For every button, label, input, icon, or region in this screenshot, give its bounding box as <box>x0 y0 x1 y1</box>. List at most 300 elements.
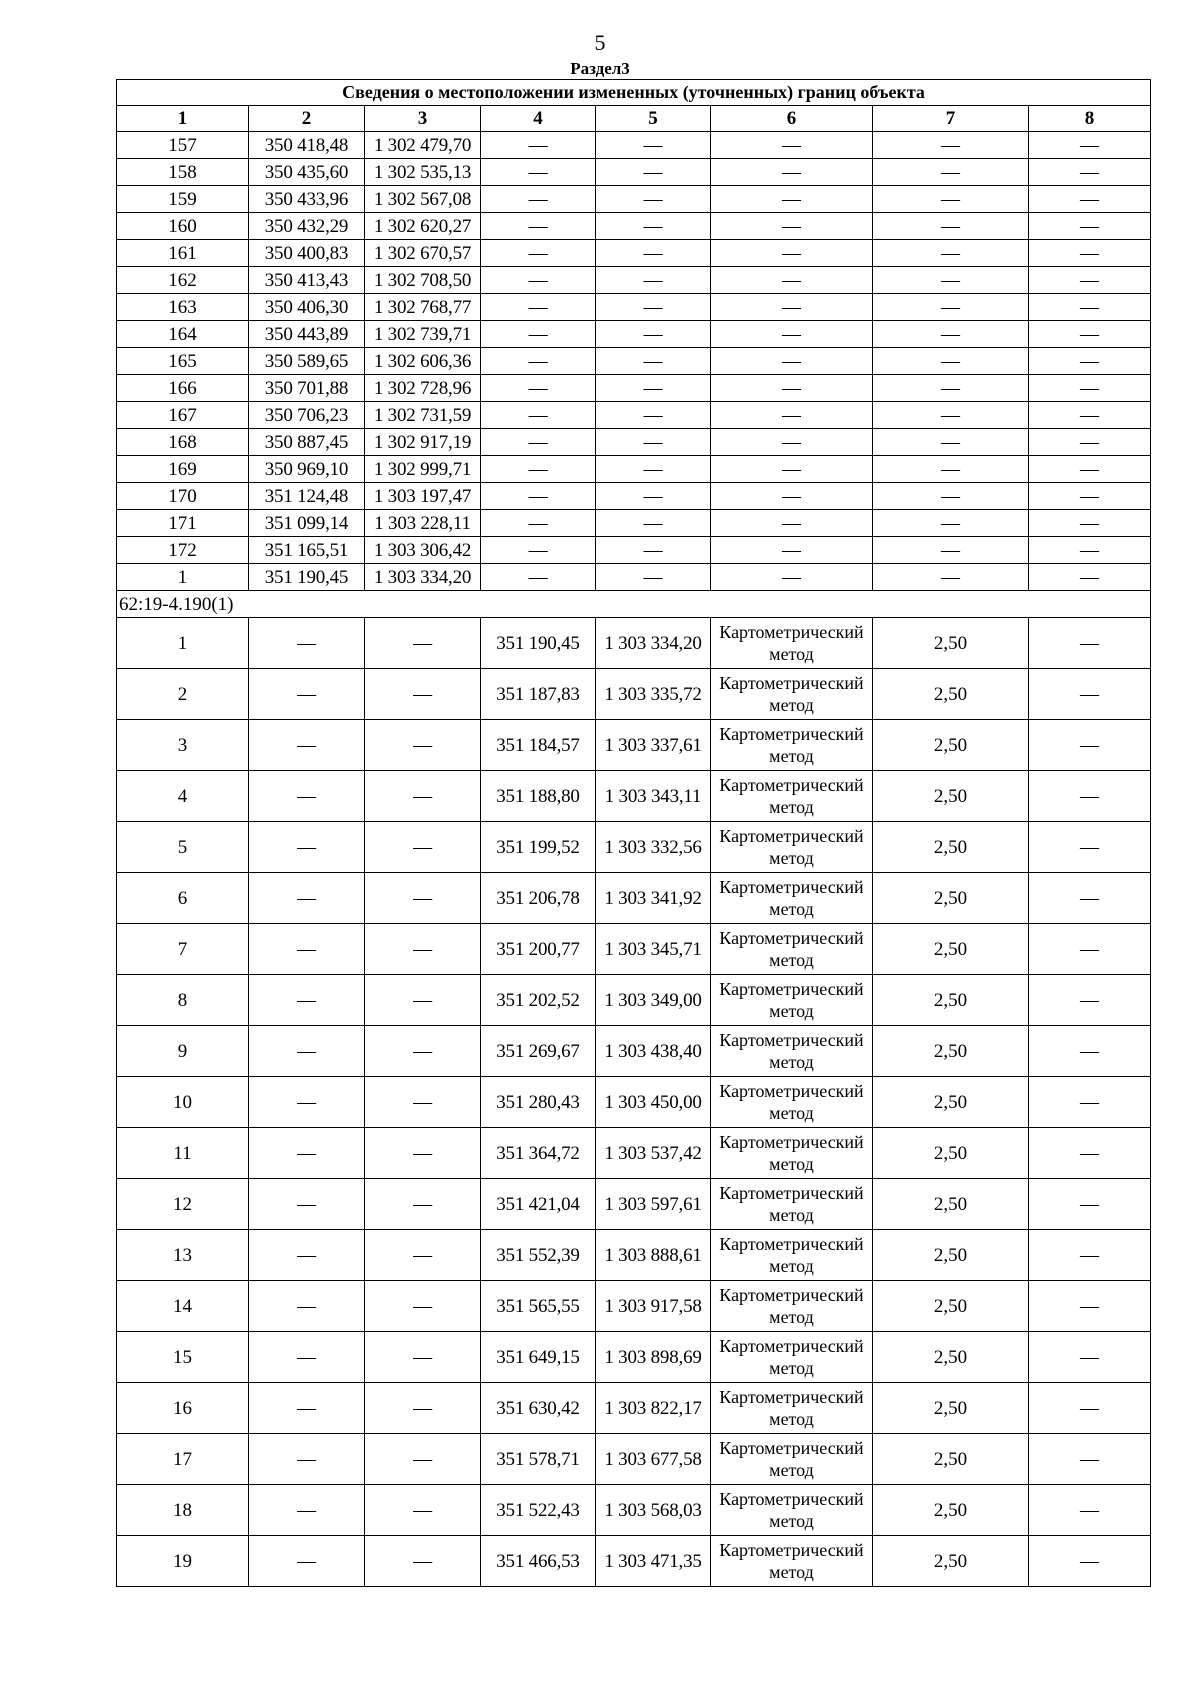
table-cell: — <box>365 975 481 1026</box>
table-cell: 170 <box>117 483 249 510</box>
table-cell: — <box>481 375 596 402</box>
table-caption-row <box>117 80 1151 106</box>
boundary-coordinates-table <box>116 79 1151 1587</box>
table-cell: Картометрический метод <box>711 975 873 1026</box>
table-cell: 1 302 567,08 <box>365 186 481 213</box>
table-cell: — <box>481 321 596 348</box>
table-cell: 2,50 <box>873 924 1029 975</box>
table-cell: — <box>481 267 596 294</box>
table-cell: — <box>711 213 873 240</box>
table-cell: — <box>873 240 1029 267</box>
table-cell: 350 969,10 <box>249 456 365 483</box>
table-cell: — <box>365 1128 481 1179</box>
table-cell: Картометрический метод <box>711 1332 873 1383</box>
table-cell: 166 <box>117 375 249 402</box>
table-cell: 351 124,48 <box>249 483 365 510</box>
table-cell: 2,50 <box>873 1383 1029 1434</box>
table-cell: Картометрический метод <box>711 720 873 771</box>
table-cell: 162 <box>117 267 249 294</box>
table-cell: — <box>249 618 365 669</box>
table-cell: 1 303 438,40 <box>596 1026 711 1077</box>
table-cell: 1 303 471,35 <box>596 1536 711 1587</box>
table-cell: — <box>873 186 1029 213</box>
table-cell: — <box>365 1230 481 1281</box>
table-cell: 350 400,83 <box>249 240 365 267</box>
table-cell: — <box>1029 1434 1151 1485</box>
table-cell: 172 <box>117 537 249 564</box>
table-cell: 1 303 898,69 <box>596 1332 711 1383</box>
table-cell: Картометрический метод <box>711 1383 873 1434</box>
table-cell: — <box>481 402 596 429</box>
table-cell: — <box>365 1536 481 1587</box>
table-cell: 157 <box>117 132 249 159</box>
table-cell: 1 303 334,20 <box>365 564 481 591</box>
table-cell: 8 <box>117 975 249 1026</box>
table-cell: — <box>1029 267 1151 294</box>
table-cell: 3 <box>117 720 249 771</box>
column-number: 2 <box>249 106 365 132</box>
table-cell: — <box>365 1179 481 1230</box>
table-cell: 5 <box>117 822 249 873</box>
table-row <box>117 669 1151 720</box>
table-cell: — <box>249 1332 365 1383</box>
table-cell: — <box>365 1383 481 1434</box>
column-number: 7 <box>873 106 1029 132</box>
table-row <box>117 618 1151 669</box>
table-cell: — <box>365 924 481 975</box>
table-cell: — <box>711 456 873 483</box>
table-cell: 350 701,88 <box>249 375 365 402</box>
table-cell: — <box>1029 924 1151 975</box>
table-cell: — <box>711 537 873 564</box>
table-cell: Картометрический метод <box>711 771 873 822</box>
table-row <box>117 1536 1151 1587</box>
table-cell: 1 <box>117 618 249 669</box>
table-cell: 1 302 917,19 <box>365 429 481 456</box>
table-cell: — <box>1029 1077 1151 1128</box>
table-cell: 351 200,77 <box>481 924 596 975</box>
table-cell: — <box>1029 186 1151 213</box>
table-cell: — <box>481 537 596 564</box>
table-cell: 1 302 620,27 <box>365 213 481 240</box>
table-cell: 2,50 <box>873 618 1029 669</box>
table-cell: — <box>249 1281 365 1332</box>
table-cell: — <box>1029 429 1151 456</box>
table-row <box>117 537 1151 564</box>
table-cell: — <box>249 1536 365 1587</box>
table-cell: — <box>1029 510 1151 537</box>
table-cell: — <box>365 1434 481 1485</box>
table-cell: 1 302 739,71 <box>365 321 481 348</box>
table-cell: — <box>596 186 711 213</box>
table-cell: — <box>481 429 596 456</box>
table-row <box>117 456 1151 483</box>
table-cell: — <box>1029 771 1151 822</box>
table-cell: — <box>365 720 481 771</box>
table-cell: 351 364,72 <box>481 1128 596 1179</box>
table-cell: 1 303 450,00 <box>596 1077 711 1128</box>
table-cell: 351 522,43 <box>481 1485 596 1536</box>
table-row <box>117 564 1151 591</box>
table-cell: — <box>711 294 873 321</box>
table-cell: Картометрический метод <box>711 1434 873 1485</box>
table-cell: 14 <box>117 1281 249 1332</box>
table-cell: 351 190,45 <box>249 564 365 591</box>
table-cell: 2,50 <box>873 1077 1029 1128</box>
table-cell: 1 303 888,61 <box>596 1230 711 1281</box>
table-row <box>117 975 1151 1026</box>
table-cell: — <box>1029 537 1151 564</box>
table-cell: — <box>873 213 1029 240</box>
table-row <box>117 822 1151 873</box>
table-cell: 12 <box>117 1179 249 1230</box>
table-cell: — <box>1029 375 1151 402</box>
table-row <box>117 924 1151 975</box>
table-row <box>117 1332 1151 1383</box>
table-row <box>117 429 1151 456</box>
table-cell: 15 <box>117 1332 249 1383</box>
table-cell: 2,50 <box>873 822 1029 873</box>
table-cell: — <box>365 669 481 720</box>
table-cell: — <box>873 564 1029 591</box>
table-cell: 351 466,53 <box>481 1536 596 1587</box>
table-cell: — <box>1029 975 1151 1026</box>
table-cell: 351 565,55 <box>481 1281 596 1332</box>
table-cell: 1 303 917,58 <box>596 1281 711 1332</box>
group-row <box>117 591 1151 618</box>
table-cell: — <box>481 132 596 159</box>
table-cell: — <box>365 1077 481 1128</box>
table-cell: 350 406,30 <box>249 294 365 321</box>
table-cell: 1 303 349,00 <box>596 975 711 1026</box>
table-cell: — <box>711 564 873 591</box>
table-row <box>117 510 1151 537</box>
table-cell: — <box>596 510 711 537</box>
table-cell: 351 165,51 <box>249 537 365 564</box>
table-cell: — <box>711 186 873 213</box>
table-row <box>117 1179 1151 1230</box>
table-row <box>117 483 1151 510</box>
table-cell: — <box>873 402 1029 429</box>
page-number: 5 <box>594 30 606 55</box>
table-cell: — <box>481 483 596 510</box>
table-cell: 1 303 335,72 <box>596 669 711 720</box>
table-row <box>117 294 1151 321</box>
table-cell: 1 302 535,13 <box>365 159 481 186</box>
table-cell: — <box>1029 321 1151 348</box>
table-cell: 1 303 822,17 <box>596 1383 711 1434</box>
table-row <box>117 1026 1151 1077</box>
column-number: 8 <box>1029 106 1151 132</box>
table-cell: 1 303 677,58 <box>596 1434 711 1485</box>
table-cell: — <box>365 873 481 924</box>
table-cell: — <box>1029 873 1151 924</box>
table-cell: 351 099,14 <box>249 510 365 537</box>
table-cell: 160 <box>117 213 249 240</box>
table-cell: — <box>249 873 365 924</box>
table-cell: — <box>249 1026 365 1077</box>
table-cell: 351 190,45 <box>481 618 596 669</box>
table-row <box>117 1281 1151 1332</box>
table-cell: — <box>596 132 711 159</box>
table-row <box>117 720 1151 771</box>
table-cell: — <box>481 159 596 186</box>
table-cell: — <box>249 1179 365 1230</box>
table-cell: 351 552,39 <box>481 1230 596 1281</box>
table-cell: Картометрический метод <box>711 924 873 975</box>
table-cell: 7 <box>117 924 249 975</box>
table-cell: 2,50 <box>873 1026 1029 1077</box>
table-cell: 18 <box>117 1485 249 1536</box>
table-cell: Картометрический метод <box>711 873 873 924</box>
table-row <box>117 375 1151 402</box>
table-cell: — <box>365 618 481 669</box>
table-cell: — <box>1029 240 1151 267</box>
table-cell: — <box>711 321 873 348</box>
table-cell: — <box>481 186 596 213</box>
table-cell: — <box>249 1434 365 1485</box>
table-row <box>117 348 1151 375</box>
table-cell: 350 887,45 <box>249 429 365 456</box>
table-cell: — <box>873 510 1029 537</box>
table-cell: 1 302 999,71 <box>365 456 481 483</box>
table-cell: 351 269,67 <box>481 1026 596 1077</box>
section-title: Раздел3 <box>570 59 630 78</box>
table-cell: 351 202,52 <box>481 975 596 1026</box>
table-cell: — <box>711 429 873 456</box>
table-cell: 16 <box>117 1383 249 1434</box>
column-number: 4 <box>481 106 596 132</box>
table-cell: 350 443,89 <box>249 321 365 348</box>
table-cell: — <box>873 483 1029 510</box>
table-cell: Картометрический метод <box>711 1077 873 1128</box>
table-row <box>117 321 1151 348</box>
table-cell: 2,50 <box>873 1536 1029 1587</box>
table-cell: 2,50 <box>873 1179 1029 1230</box>
table-row <box>117 1434 1151 1485</box>
table-cell: — <box>1029 1485 1151 1536</box>
table-cell: — <box>873 456 1029 483</box>
table-cell: — <box>249 1128 365 1179</box>
table-cell: — <box>249 771 365 822</box>
table-cell: — <box>249 924 365 975</box>
table-cell: Картометрический метод <box>711 1230 873 1281</box>
table-cell: — <box>711 267 873 294</box>
table-cell: 2,50 <box>873 873 1029 924</box>
table-cell: — <box>1029 720 1151 771</box>
table-cell: — <box>596 429 711 456</box>
table-cell: — <box>596 483 711 510</box>
table-cell: 1 303 343,11 <box>596 771 711 822</box>
table-cell: 19 <box>117 1536 249 1587</box>
table-cell: 350 706,23 <box>249 402 365 429</box>
table-cell: Картометрический метод <box>711 1026 873 1077</box>
table-cell: — <box>1029 1026 1151 1077</box>
table-row <box>117 240 1151 267</box>
table-cell: — <box>873 375 1029 402</box>
table-cell: Картометрический метод <box>711 1128 873 1179</box>
table-cell: — <box>1029 159 1151 186</box>
table-cell: Картометрический метод <box>711 618 873 669</box>
group-label: 62:19-4.190(1) <box>117 591 1151 618</box>
table-body <box>117 80 1151 1587</box>
table-cell: 1 303 345,71 <box>596 924 711 975</box>
table-cell: 351 184,57 <box>481 720 596 771</box>
table-cell: 161 <box>117 240 249 267</box>
table-cell: — <box>873 159 1029 186</box>
table-cell: 1 302 731,59 <box>365 402 481 429</box>
table-cell: — <box>365 771 481 822</box>
table-row <box>117 1230 1151 1281</box>
table-row <box>117 771 1151 822</box>
table-cell: — <box>481 456 596 483</box>
table-cell: 351 199,52 <box>481 822 596 873</box>
table-cell: 163 <box>117 294 249 321</box>
table-cell: 350 432,29 <box>249 213 365 240</box>
table-cell: — <box>596 375 711 402</box>
table-cell: — <box>596 213 711 240</box>
table-cell: 1 302 708,50 <box>365 267 481 294</box>
table-cell: — <box>481 240 596 267</box>
column-number: 1 <box>117 106 249 132</box>
table-row <box>117 1128 1151 1179</box>
table-cell: — <box>249 669 365 720</box>
table-cell: — <box>873 267 1029 294</box>
table-cell: — <box>481 510 596 537</box>
table-cell: 351 578,71 <box>481 1434 596 1485</box>
table-cell: Картометрический метод <box>711 822 873 873</box>
table-cell: 1 303 228,11 <box>365 510 481 537</box>
table-cell: 350 589,65 <box>249 348 365 375</box>
table-cell: — <box>1029 1536 1151 1587</box>
table-cell: — <box>481 564 596 591</box>
table-cell: 351 630,42 <box>481 1383 596 1434</box>
table-cell: — <box>365 822 481 873</box>
table-cell: 11 <box>117 1128 249 1179</box>
table-cell: — <box>1029 294 1151 321</box>
table-row <box>117 402 1151 429</box>
table-cell: 4 <box>117 771 249 822</box>
table-cell: — <box>873 294 1029 321</box>
table-cell: — <box>596 456 711 483</box>
table-cell: — <box>481 348 596 375</box>
table-cell: 2,50 <box>873 1434 1029 1485</box>
table-cell: — <box>365 1485 481 1536</box>
table-cell: 1 <box>117 564 249 591</box>
table-cell: 351 649,15 <box>481 1332 596 1383</box>
column-number: 6 <box>711 106 873 132</box>
table-cell: — <box>365 1281 481 1332</box>
table-cell: 6 <box>117 873 249 924</box>
table-cell: 351 187,83 <box>481 669 596 720</box>
table-cell: — <box>1029 564 1151 591</box>
table-cell: 351 188,80 <box>481 771 596 822</box>
table-cell: — <box>711 240 873 267</box>
table-cell: 350 433,96 <box>249 186 365 213</box>
table-cell: — <box>249 1485 365 1536</box>
table-cell: 158 <box>117 159 249 186</box>
table-cell: — <box>1029 1128 1151 1179</box>
table-cell: — <box>1029 132 1151 159</box>
table-cell: 350 435,60 <box>249 159 365 186</box>
table-cell: — <box>596 240 711 267</box>
table-cell: 2,50 <box>873 669 1029 720</box>
table-cell: 2,50 <box>873 1128 1029 1179</box>
table-cell: 350 418,48 <box>249 132 365 159</box>
table-cell: — <box>596 294 711 321</box>
table-cell: 2,50 <box>873 1281 1029 1332</box>
table-cell: — <box>1029 822 1151 873</box>
table-cell: — <box>596 267 711 294</box>
table-cell: — <box>365 1332 481 1383</box>
table-cell: 2,50 <box>873 1332 1029 1383</box>
table-cell: Картометрический метод <box>711 669 873 720</box>
table-cell: 1 303 341,92 <box>596 873 711 924</box>
table-cell: Картометрический метод <box>711 1536 873 1587</box>
table-cell: 1 303 537,42 <box>596 1128 711 1179</box>
table-row <box>117 1383 1151 1434</box>
table-cell: 165 <box>117 348 249 375</box>
table-cell: 9 <box>117 1026 249 1077</box>
table-cell: — <box>1029 213 1151 240</box>
table-cell: 13 <box>117 1230 249 1281</box>
table-cell: — <box>1029 1383 1151 1434</box>
table-cell: — <box>873 321 1029 348</box>
table-cell: — <box>249 1230 365 1281</box>
table-cell: 17 <box>117 1434 249 1485</box>
table-cell: 350 413,43 <box>249 267 365 294</box>
table-cell: — <box>873 429 1029 456</box>
table-cell: — <box>481 213 596 240</box>
table-row <box>117 213 1151 240</box>
table-cell: 1 303 337,61 <box>596 720 711 771</box>
table-cell: 351 280,43 <box>481 1077 596 1128</box>
table-cell: — <box>1029 348 1151 375</box>
table-cell: 1 302 670,57 <box>365 240 481 267</box>
table-cell: — <box>365 1026 481 1077</box>
table-cell: — <box>873 348 1029 375</box>
table-cell: Картометрический метод <box>711 1179 873 1230</box>
table-cell: 351 421,04 <box>481 1179 596 1230</box>
column-number: 3 <box>365 106 481 132</box>
table-row <box>117 1485 1151 1536</box>
table-cell: 1 302 728,96 <box>365 375 481 402</box>
table-cell: 1 303 334,20 <box>596 618 711 669</box>
table-cell: 1 303 306,42 <box>365 537 481 564</box>
table-row <box>117 873 1151 924</box>
table-cell: — <box>1029 483 1151 510</box>
table-cell: — <box>711 375 873 402</box>
table-cell: — <box>249 1077 365 1128</box>
table-cell: — <box>711 159 873 186</box>
table-cell: Картометрический метод <box>711 1281 873 1332</box>
table-cell: — <box>1029 456 1151 483</box>
table-cell: 351 206,78 <box>481 873 596 924</box>
table-row <box>117 1077 1151 1128</box>
table-cell: — <box>249 720 365 771</box>
table-row <box>117 159 1151 186</box>
table-cell: — <box>1029 1179 1151 1230</box>
table-cell: 2,50 <box>873 771 1029 822</box>
table-cell: — <box>596 402 711 429</box>
table-row <box>117 267 1151 294</box>
table-cell: 2,50 <box>873 975 1029 1026</box>
table-cell: — <box>1029 1281 1151 1332</box>
table-cell: — <box>711 132 873 159</box>
table-cell: — <box>249 975 365 1026</box>
table-cell: — <box>1029 618 1151 669</box>
table-cell: — <box>1029 1332 1151 1383</box>
